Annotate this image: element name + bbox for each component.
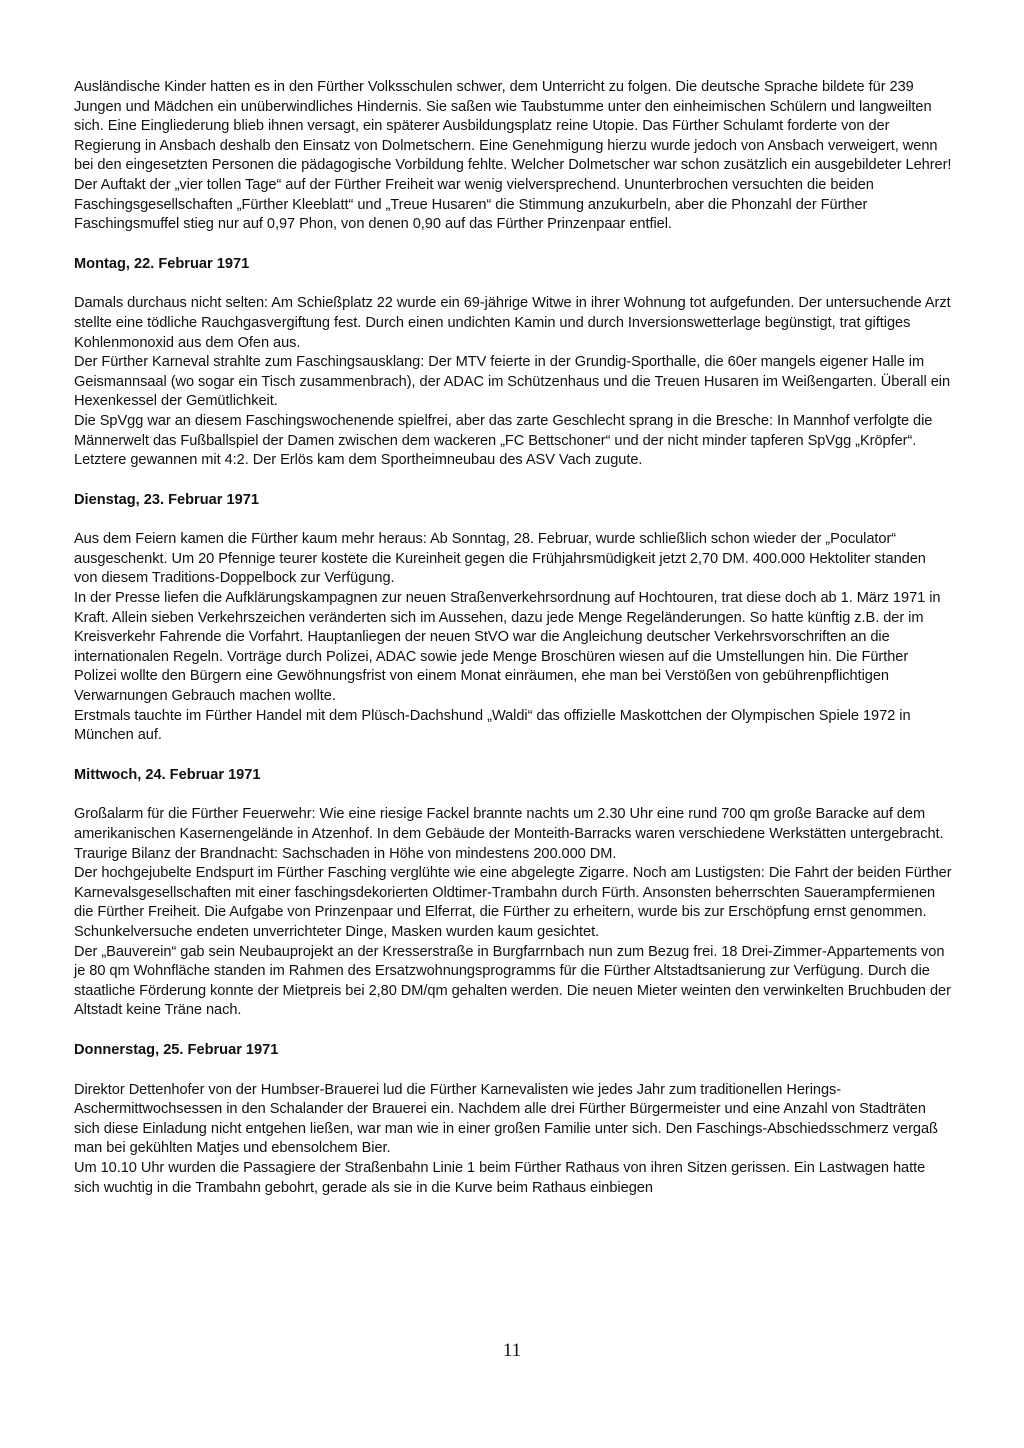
paragraph: Großalarm für die Fürther Feuerwehr: Wie eine riesige Fackel brannte nachts um 2.30 Uhr eine rund 700 qm große Baracke auf dem amerikanischen Kasernengelände in Atzenhof. In dem Gebäude der Monteith-Barracks waren verschiedene Werkstätten untergebracht. Traurige Bilanz der Brandnacht: Sachschaden in Höhe von mindestens 200.000 DM.	[74, 806, 944, 862]
paragraph: Erstmals tauchte im Fürther Handel mit dem Plüsch-Dachshund „Waldi“ das offizielle Maskottchen der Olympischen Spiele 1972 in München auf.	[74, 707, 911, 744]
page-number: 11	[502, 1340, 522, 1361]
paragraph: Ausländische Kinder hatten es in den Fürther Volksschulen schwer, dem Unterricht zu folgen. Die deutsche Sprache bildete für 239 Jungen und Mädchen ein unüberwindliches Hindernis. Sie saßen wie Taubstumme unter den einheimischen Schülern und langweilten sich. Eine Eingliederung blieb ihnen versagt, ein späterer Ausbildungsplatz reine Utopie. Das Fürther Schulamt forderte von der Regierung in Ansbach deshalb den Einsatz von Dolmetschern. Eine Genehmigung hierzu wurde jedoch von Ansbach verweigert, wenn bei den eingesetzten Personen die pädagogische Vorbildung fehlte. Welcher Dolmetscher war schon zusätzlich ein ausgebildeter Lehrer!	[74, 79, 952, 174]
paragraph: In der Presse liefen die Aufklärungskampagnen zur neuen Straßenverkehrsordnung auf Hochtouren, trat diese doch ab 1. März 1971 in Kraft. Allein sieben Verkehrszeichen veränderten sich im Aussehen, dazu jede Menge Regeländerungen. So hatte künftig z.B. der im Kreisverkehr Fahrende die Vorfahrt. Hauptanliegen der neuen StVO war die Angleichung deutscher Verkehrsvorschriften an die internationalen Regeln. Vorträge durch Polizei, ADAC sowie jede Menge Broschüren wiesen auf die Umstellungen hin. Die Fürther Polizei wollte den Bürgern eine Gewöhnungsfrist von einem Monat einräumen, ehe man bei Verstößen von gebührenpflichtigen Verwarnungen Gebrauch machen wollte.	[74, 590, 941, 705]
section-heading: Donnerstag, 25. Februar 1971	[74, 1041, 279, 1058]
paragraph: Der hochgejubelte Endspurt im Fürther Fasching verglühte wie eine abgelegte Zigarre. Noch am Lustigsten: Die Fahrt der beiden Fürther Karnevalsgesellschaften mit einer faschingsdekorierten Oldtimer-Trambahn durch Fürth. Ansonsten beherrschten Sauerampfermienen die Fürther Freiheit. Die Aufgabe von Prinzenpaar und Elferrat, die Fürther zu erheitern, wurde bis zur Erschöpfung ernst genommen. Schunkelversuche endeten unverrichteter Dinge, Masken wurden kaum gesichtet.	[74, 865, 952, 940]
paragraph: Der Fürther Karneval strahlte zum Faschingsausklang: Der MTV feierte in der Grundig-Sporthalle, die 60er mangels eigener Halle im Geismannsaal (wo sogar ein Tisch zusammenbrach), der ADAC im Schützenhaus und die Treuen Husaren im Weißengarten. Überall ein Hexenkessel der Gemütlichkeit.	[74, 354, 951, 410]
paragraph: Die SpVgg war an diesem Faschingswochenende spielfrei, aber das zarte Geschlecht sprang in die Bresche: In Mannhof verfolgte die Männerwelt das Fußballspiel der Damen zwischen dem wackeren „FC Bettschoner“ und der nicht minder tapferen SpVgg „Kröpfer“. Letztere gewannen mit 4:2. Der Erlös kam dem Sportheimneubau des ASV Vach zugute.	[74, 412, 933, 469]
section-heading: Montag, 22. Februar 1971	[74, 255, 250, 272]
paragraph: Der Auftakt der „vier tollen Tage“ auf der Fürther Freiheit war wenig vielversprechend. Ununterbrochen versuchten die beiden Faschingsgesellschaften „Fürther Kleeblatt“ und „Treue Husaren“ die Stimmung anzukurbeln, aber die Phonzahl der Fürther Faschingsmuffel stieg nur auf 0,97 Phon, von denen 0,90 auf das Fürther Prinzenpaar entfiel.	[74, 176, 874, 233]
section-heading: Dienstag, 23. Februar 1971	[74, 491, 259, 508]
section-mittwoch	[74, 766, 952, 1021]
section-heading: Mittwoch, 24. Februar 1971	[74, 766, 261, 783]
section-donnerstag	[74, 1041, 952, 1198]
paragraph: Der „Bauverein“ gab sein Neubauprojekt an der Kresserstraße in Burgfarrnbach nun zum Bezug frei. 18 Drei-Zimmer-Appartements von je 80 qm Wohnfläche standen im Rahmen des Ersatzwohnungsprogramms für die Fürther Altstadtsanierung zur Verfügung. Durch die staatliche Förderung konnte der Mietpreis bei 2,80 DM/qm gehalten werden. Die neuen Mieter weinten den verwinkelten Bruchbuden der Altstadt keine Träne nach.	[74, 943, 951, 1019]
paragraph: Aus dem Feiern kamen die Fürther kaum mehr heraus: Ab Sonntag, 28. Februar, wurde schließlich schon wieder der „Poculator“ ausgeschenkt. Um 20 Pfennige teurer kostete die Kureinheit gegen die Frühjahrsmüdigkeit jetzt 2,70 DM. 400.000 Hektoliter standen von diesem Traditions-Doppelbock zur Verfügung.	[74, 531, 926, 587]
paragraph: Direktor Dettenhofer von der Humbser-Brauerei lud die Fürther Karnevalisten wie jedes Jahr zum traditionellen Herings-Aschermittwochsessen in den Schalander der Brauerei ein. Nachdem alle drei Fürther Bürgermeister und eine Anzahl von Stadträten sich diese Einladung nicht entgehen ließen, war man wie in einer großen Familie unter sich. Den Faschings-Abschiedsschmerz vergaß man bei gekühlten Matjes und ebensolchem Bier.	[74, 1081, 938, 1157]
section-montag	[74, 255, 952, 471]
paragraph: Damals durchaus nicht selten: Am Schießplatz 22 wurde ein 69-jährige Witwe in ihrer Wohnung tot aufgefunden. Der untersuchende Arzt stellte eine tödliche Rauchgasvergiftung fest. Durch einen undichten Kamin und durch Inversionswetterlage begünstigt, trat giftiges Kohlenmonoxid aus dem Ofen aus.	[74, 295, 951, 351]
intro-block	[74, 78, 952, 235]
document-page	[74, 78, 952, 1198]
paragraph: Um 10.10 Uhr wurden die Passagiere der Straßenbahn Linie 1 beim Fürther Rathaus von ihren Sitzen gerissen. Ein Lastwagen hatte sich wuchtig in die Trambahn gebohrt, gerade als sie in die Kurve beim Rathaus einbiegen	[74, 1159, 926, 1196]
section-dienstag	[74, 491, 952, 746]
